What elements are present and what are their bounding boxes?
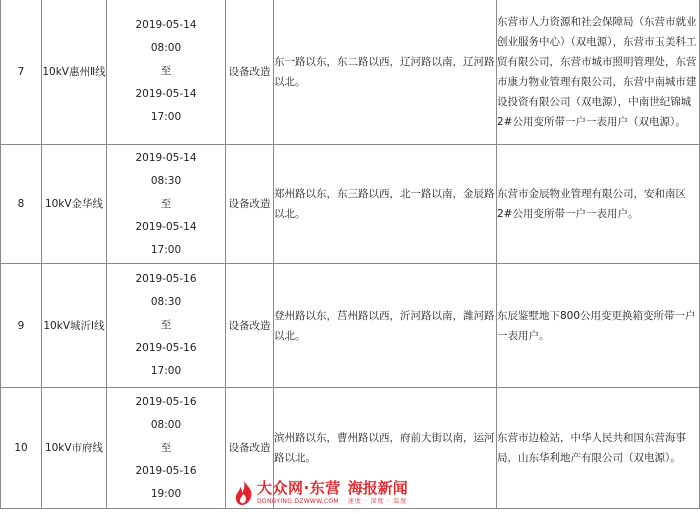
work-type-cell: 设备改造 — [226, 388, 274, 509]
haibao-brand-name: 海报新闻 — [347, 479, 408, 497]
news-watermark — [234, 476, 452, 510]
time-separator: 至 — [160, 65, 172, 77]
start-date: 2019-05-16 — [135, 395, 197, 408]
dazhong-brand-name: 大众网·东营 — [257, 479, 341, 497]
seq-cell: 8 — [1, 145, 42, 264]
start-time: 08:00 — [150, 42, 182, 54]
line-name: 10kV金华线 — [44, 198, 104, 210]
start-date: 2019-05-14 — [135, 151, 197, 164]
table-row — [1, 264, 700, 388]
users-cell: 东营市金辰物业管理有限公司，安和南区2#公用变所带一户一表用户。 — [497, 145, 700, 264]
seq-cell: 9 — [1, 264, 42, 388]
area-cell: 郑州路以东，东三路以西，北一路以南，金辰路以北。 — [274, 145, 497, 264]
time-separator: 至 — [160, 319, 172, 331]
start-date: 2019-05-14 — [135, 19, 197, 31]
end-time: 17:00 — [150, 365, 182, 377]
table-row — [1, 145, 700, 264]
end-date: 2019-05-14 — [135, 220, 197, 233]
area-cell: 滨州路以东，曹州路以西，府前大街以南，运河路以北。 — [274, 388, 497, 509]
time-cell — [107, 145, 226, 264]
area-cell: 登州路以东，莒州路以西，沂河路以南，潍河路以北。 — [274, 264, 497, 388]
haibao-brand-slogan: 速度 · 深度 · 温度 — [347, 498, 408, 505]
users-cell: 东营市边检站，中华人民共和国东营海事局，山东华利地产有限公司（双电源）。 — [497, 388, 700, 509]
area-cell: 东一路以东，东二路以西，辽河路以南，辽河路以北。 — [274, 0, 497, 145]
start-time: 08:30 — [150, 296, 182, 308]
start-date: 2019-05-16 — [135, 273, 197, 285]
work-type-cell: 设备改造 — [226, 0, 274, 145]
line-cell — [42, 264, 107, 388]
work-type-cell: 设备改造 — [226, 264, 274, 388]
end-time: 17:00 — [150, 111, 182, 123]
end-date: 2019-05-16 — [135, 464, 197, 477]
table-row — [1, 0, 700, 145]
end-time: 17:00 — [150, 243, 182, 256]
users-cell: 东辰鉴墅地下800公用变更换箱变所带一户一表用户。 — [497, 264, 700, 388]
time-cell — [107, 264, 226, 388]
work-type-cell: 设备改造 — [226, 145, 274, 264]
line-cell — [42, 388, 107, 509]
haibao-brand — [348, 481, 408, 505]
start-time: 08:00 — [150, 418, 182, 431]
line-name: 10kV市府线 — [44, 442, 104, 454]
end-time: 19:00 — [150, 487, 182, 500]
line-name: 10kV城沂Ⅰ线 — [43, 319, 105, 332]
dazhong-brand — [257, 481, 341, 505]
users-cell: 东营市人力资源和社会保障局（东营市就业创业服务中心）（双电源），东营市玉美科工贸有限公司，东营市城市照明管理处，东营市康力物业管理有限公司，东营中南城市建设投资有限公司（双电源），中南世纪锦城2#公用变所带一户一表用户（双电源）。 — [497, 0, 700, 145]
seq-cell: 10 — [1, 388, 42, 509]
line-cell — [42, 145, 107, 264]
time-cell — [107, 388, 226, 509]
time-separator: 至 — [160, 441, 172, 454]
end-date: 2019-05-14 — [135, 88, 197, 100]
flame-logo-icon — [234, 480, 254, 506]
start-time: 08:30 — [150, 174, 182, 187]
time-cell — [107, 0, 226, 145]
line-cell — [42, 0, 107, 145]
line-name: 10kV惠州Ⅱ线 — [42, 65, 106, 78]
time-separator: 至 — [160, 197, 172, 210]
dazhong-brand-url: DONGYING.DZWWW.COM — [257, 498, 339, 505]
end-date: 2019-05-16 — [135, 342, 197, 354]
seq-cell: 7 — [1, 0, 42, 145]
